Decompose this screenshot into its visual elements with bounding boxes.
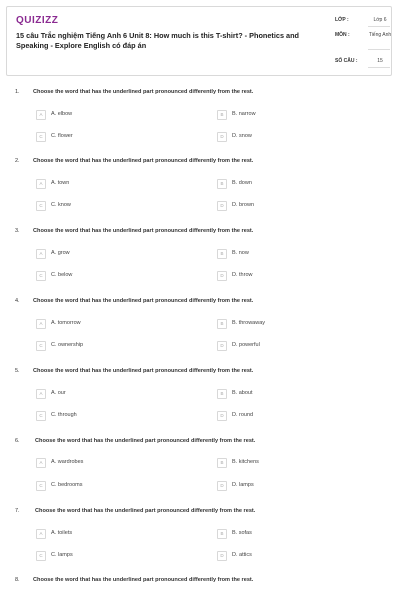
option-letter: C [36,271,46,281]
quizizz-logo[interactable]: QUIZIZZ [16,15,59,26]
question-text: Choose the word that has the underlined part pronounced differently from the rest. [33,89,254,95]
option-text: B. sofas [232,530,252,536]
option-text: C. below [51,272,73,278]
option-text: A. grow [51,250,70,256]
option-text: A. wardrobes [51,459,84,465]
question-text: Choose the word that has the underlined part pronounced differently from the rest. [35,438,256,444]
option-text: C. bedrooms [51,482,83,488]
option-text: C. flower [51,133,73,139]
option-text: B. down [232,180,252,186]
divider [368,67,390,68]
option-letter: C [36,411,46,421]
option-text: D. round [232,412,254,418]
option-letter: D [217,201,227,211]
option-letter: B [217,529,227,539]
question-number: 8. [15,577,20,583]
class-label: LỚP : [335,17,349,23]
option-letter: D [217,411,227,421]
option-text: D. snow [232,133,252,139]
option-text: C. know [51,202,71,208]
option-letter: A [36,110,46,120]
option-text: A. elbow [51,111,73,117]
option-letter: B [217,249,227,259]
option-letter: C [36,201,46,211]
option-letter: B [217,319,227,329]
option-letter: A [36,389,46,399]
option-letter: A [36,529,46,539]
option-text: A. toilets [51,530,73,536]
option-text: B. kitchens [232,459,259,465]
question-number: 5. [15,368,20,374]
option-letter: D [217,341,227,351]
option-letter: A [36,179,46,189]
option-text: B. about [232,390,253,396]
option-text: C. ownership [51,342,84,348]
option-letter: D [217,551,227,561]
option-text: D. powerful [232,342,260,348]
question-text: Choose the word that has the underlined part pronounced differently from the rest. [33,158,254,164]
question-text: Choose the word that has the underlined part pronounced differently from the rest. [33,298,254,304]
option-text: C. through [51,412,77,418]
subject-value: Tiếng Anh [368,32,392,38]
option-letter: B [217,110,227,120]
option-text: B. now [232,250,249,256]
option-text: A. our [51,390,66,396]
option-letter: D [217,481,227,491]
question-number: 3. [15,228,20,234]
question-number: 4. [15,298,20,304]
option-text: A. tomorrow [51,320,81,326]
option-letter: A [36,458,46,468]
option-text: D. attics [232,552,252,558]
option-text: A. town [51,180,70,186]
option-text: D. throw [232,272,253,278]
option-letter: A [36,249,46,259]
option-letter: A [36,319,46,329]
option-letter: C [36,341,46,351]
option-letter: C [36,551,46,561]
question-number: 2. [15,158,20,164]
question-text: Choose the word that has the underlined part pronounced differently from the rest. [33,228,254,234]
count-value: 15 [377,58,383,64]
divider [368,49,390,50]
question-number: 7. [15,508,20,514]
option-letter: C [36,481,46,491]
question-text: Choose the word that has the underlined part pronounced differently from the rest. [33,368,254,374]
option-text: B. narrow [232,111,256,117]
question-number: 6. [15,438,20,444]
option-letter: B [217,458,227,468]
question-text: Choose the word that has the underlined part pronounced differently from the rest. [35,508,256,514]
subject-label: MÔN : [335,32,350,38]
option-letter: B [217,389,227,399]
quiz-header [6,6,392,76]
class-value: Lớp 6 [373,17,387,23]
option-text: D. lamps [232,482,254,488]
option-text: B. throwaway [232,320,266,326]
quiz-title: 15 câu Trắc nghiệm Tiếng Anh 6 Unit 8: How much is this T-shirt? - Phonetics and Speaking - Explore English có đáp án [16,31,299,50]
option-letter: C [36,132,46,142]
option-text: C. lamps [51,552,73,558]
option-text: D. brown [232,202,255,208]
question-number: 1. [15,89,20,95]
option-letter: B [217,179,227,189]
option-letter: D [217,271,227,281]
divider [368,26,390,27]
count-label: SỐ CÂU : [335,58,358,64]
question-text: Choose the word that has the underlined part pronounced differently from the rest. [33,577,254,583]
option-letter: D [217,132,227,142]
